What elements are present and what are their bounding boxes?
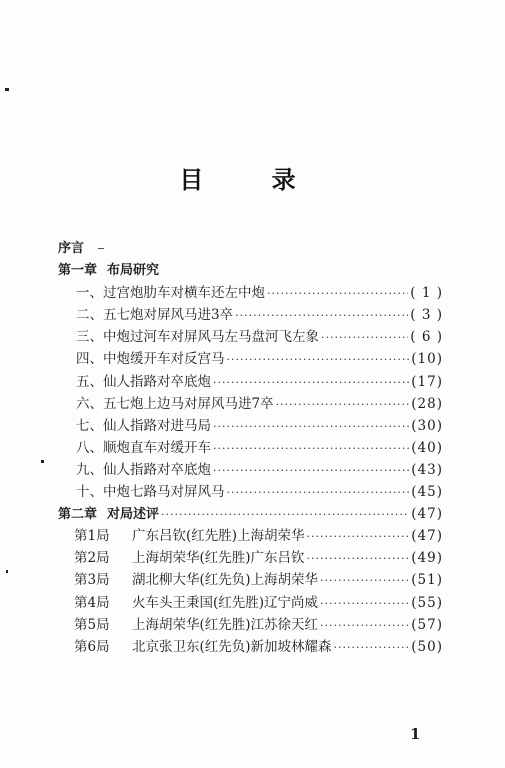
toc-entry-page: (28) bbox=[411, 395, 443, 412]
chapter-label: 第二章 bbox=[58, 507, 98, 523]
toc-game-entry[interactable] bbox=[58, 547, 443, 569]
dot-leader bbox=[227, 349, 410, 371]
game-number: 第1局 bbox=[74, 528, 110, 545]
game-number: 第2局 bbox=[74, 550, 110, 567]
toc-entry-page: ( 3 ) bbox=[410, 307, 443, 324]
toc-entry-page: ( 1 ) bbox=[410, 285, 443, 302]
toc-entry-title: 上海胡荣华(红先胜)广东吕钦 bbox=[132, 550, 305, 567]
dot-leader bbox=[213, 460, 409, 482]
scan-speck bbox=[41, 460, 44, 463]
toc-game-entry[interactable] bbox=[58, 636, 443, 658]
dot-leader bbox=[235, 305, 408, 327]
page-title: 目 录 bbox=[179, 166, 326, 194]
toc-entry-title: 北京张卫东(红先负)新加坡林耀森 bbox=[132, 638, 332, 655]
toc-entry-title: 十、中炮七路马对屏风马 bbox=[76, 484, 225, 501]
table-of-contents bbox=[58, 238, 443, 658]
toc-entry[interactable] bbox=[58, 326, 443, 348]
chapter-heading[interactable] bbox=[58, 503, 443, 525]
dot-leader bbox=[320, 570, 409, 592]
dot-leader bbox=[227, 482, 410, 504]
preface-label: 序言 bbox=[58, 241, 85, 256]
toc-entry-title: 三、中炮过河车对屏风马左马盘河飞左象 bbox=[76, 329, 319, 346]
toc-entry-page: (40) bbox=[411, 439, 443, 456]
chapter-name: 布局研究 bbox=[107, 263, 160, 279]
toc-entry-page: (47) bbox=[411, 528, 443, 545]
game-number: 第6局 bbox=[74, 638, 110, 655]
dot-leader bbox=[276, 394, 410, 416]
toc-entry-title: 湖北柳大华(红先负)上海胡荣华 bbox=[132, 572, 319, 589]
toc-entry-title: 九、仙人指路对卒底炮 bbox=[76, 461, 211, 478]
toc-entry-page: (17) bbox=[411, 373, 443, 390]
toc-entry-title: 上海胡荣华(红先胜)江苏徐天红 bbox=[132, 616, 319, 633]
toc-game-entry[interactable] bbox=[58, 592, 443, 614]
page-number: 1 bbox=[410, 725, 421, 743]
dot-leader bbox=[213, 416, 409, 438]
dot-leader bbox=[321, 327, 408, 349]
toc-entry-page: (10) bbox=[411, 351, 443, 368]
toc-entry-title: 五、仙人指路对卒底炮 bbox=[76, 373, 211, 390]
game-number: 第5局 bbox=[74, 616, 110, 633]
toc-entry-title: 火车头王秉国(红先胜)辽宁尚威 bbox=[132, 594, 319, 611]
toc-entry-page: ( 6 ) bbox=[410, 329, 443, 346]
toc-entry-page: (50) bbox=[411, 638, 443, 655]
toc-entry[interactable] bbox=[58, 415, 443, 437]
toc-entry[interactable] bbox=[58, 437, 443, 459]
dash-mark bbox=[98, 248, 104, 249]
game-number: 第4局 bbox=[74, 594, 110, 611]
toc-entry[interactable] bbox=[58, 481, 443, 503]
toc-entry-title: 一、过宫炮肋车对横车还左中炮 bbox=[76, 285, 265, 302]
scan-speck bbox=[5, 88, 9, 91]
toc-game-entry[interactable] bbox=[58, 569, 443, 591]
toc-entry-page: (43) bbox=[411, 461, 443, 478]
dot-leader bbox=[267, 283, 408, 305]
toc-entry-page: (30) bbox=[411, 417, 443, 434]
toc-entry-title: 七、仙人指路对进马局 bbox=[76, 417, 211, 434]
toc-entry[interactable] bbox=[58, 371, 443, 393]
toc-entry[interactable] bbox=[58, 282, 443, 304]
dot-leader bbox=[161, 504, 409, 526]
chapter-name: 对局述评 bbox=[107, 507, 160, 523]
toc-entry-page: (45) bbox=[411, 484, 443, 501]
toc-entry-page: (57) bbox=[411, 616, 443, 633]
toc-entry-page: (51) bbox=[411, 572, 443, 589]
dot-leader bbox=[320, 593, 409, 615]
toc-entry-title: 广东吕钦(红先胜)上海胡荣华 bbox=[132, 528, 305, 545]
toc-entry-title: 二、五七炮对屏风马进3卒 bbox=[76, 307, 234, 324]
preface-heading[interactable] bbox=[58, 238, 443, 260]
dot-leader bbox=[307, 526, 410, 548]
toc-entry-title: 六、五七炮上边马对屏风马进7卒 bbox=[76, 395, 274, 412]
toc-entry-page: (55) bbox=[411, 594, 443, 611]
toc-entry[interactable] bbox=[58, 304, 443, 326]
toc-game-entry[interactable] bbox=[58, 614, 443, 636]
dot-leader bbox=[320, 615, 409, 637]
chapter-label: 第一章 bbox=[58, 263, 98, 279]
toc-entry[interactable] bbox=[58, 393, 443, 415]
chapter-heading[interactable] bbox=[58, 260, 443, 282]
game-number: 第3局 bbox=[74, 572, 110, 589]
dot-leader bbox=[334, 637, 410, 659]
dot-leader bbox=[307, 548, 410, 570]
dot-leader bbox=[213, 372, 409, 394]
toc-entry-page: (49) bbox=[411, 550, 443, 567]
toc-entry-title: 八、顺炮直车对缓开车 bbox=[76, 439, 211, 456]
toc-game-entry[interactable] bbox=[58, 525, 443, 547]
toc-entry-page: (47) bbox=[411, 506, 443, 523]
toc-entry[interactable] bbox=[58, 459, 443, 481]
dot-leader bbox=[213, 438, 409, 460]
toc-entry-title: 四、中炮缓开车对反宫马 bbox=[76, 351, 225, 368]
toc-entry[interactable] bbox=[58, 348, 443, 370]
scan-speck bbox=[6, 570, 8, 573]
